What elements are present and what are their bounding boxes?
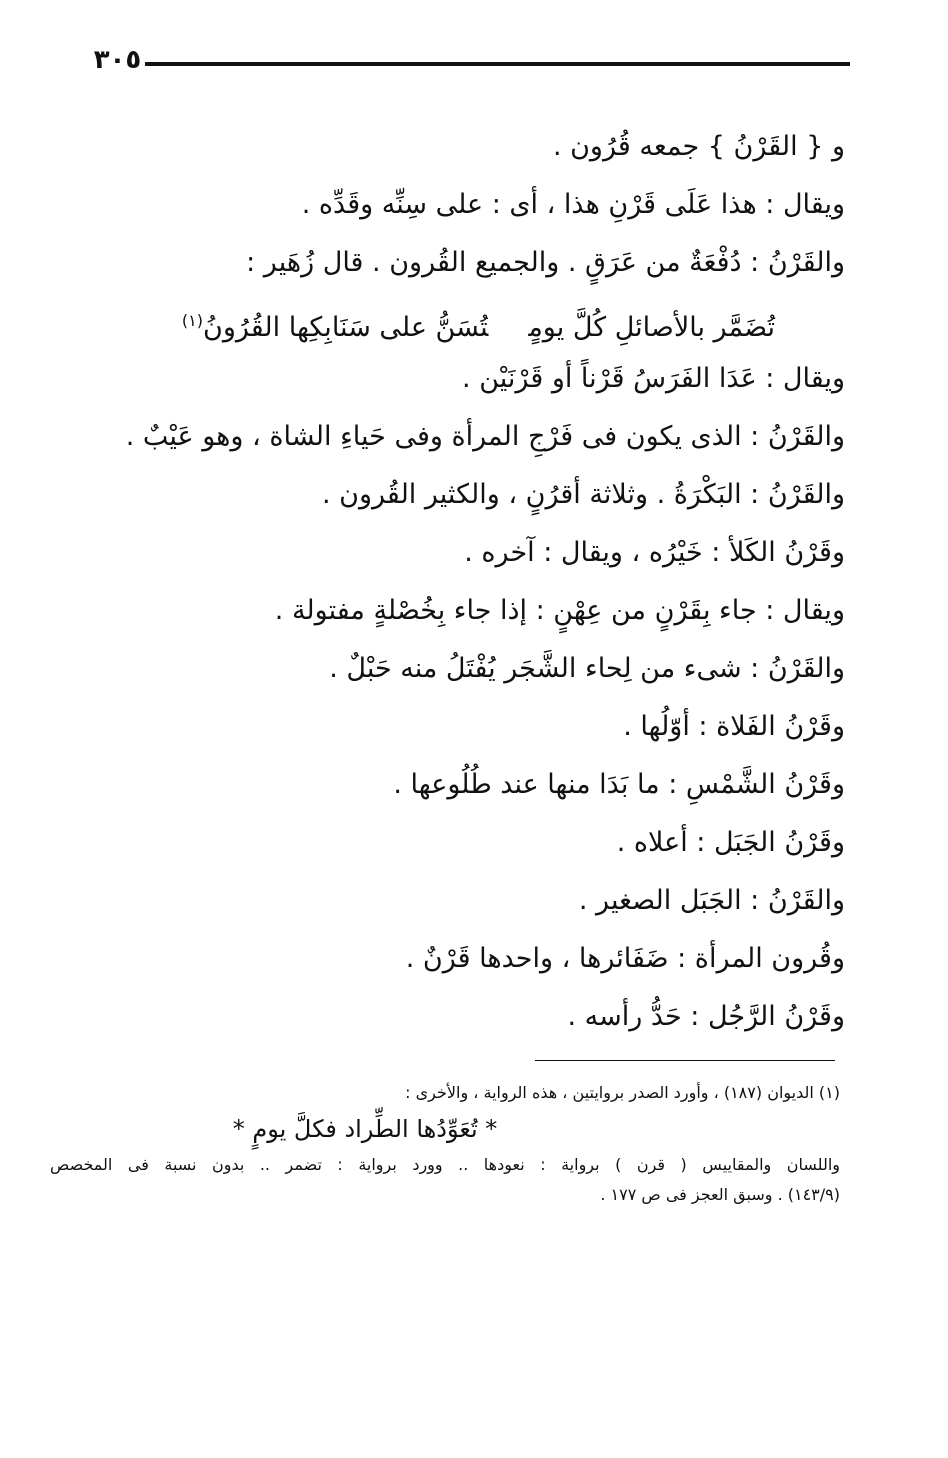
footnote-line: (١) الديوان (١٨٧) ، وأورد الصدر بروايتين ، هذه الرواية ، والأخرى : [405, 1083, 840, 1102]
text-line: ويقال : جاء بِقَرْنٍ من عِهْنٍ : إذا جاء بِخُصْلةٍ مفتولة . [274, 595, 845, 626]
text-line: والقَرْنُ : شىء من لِحاء الشَّجَر يُفْتَلُ منه حَبْلٌ . [329, 653, 845, 684]
verse-first-hemistich: تُضَمَّر بالأصائلِ كُلَّ يومٍ [528, 312, 775, 343]
text-line: ويقال : عَدَا الفَرَسُ قَرْناً أو قَرْنَيْن . [462, 363, 845, 394]
verse-second-hemistich: تُسَنُّ على سَنَابِكِها القُرُونُ [202, 312, 489, 343]
text-line: وقَرْنُ الجَبَل : أعلاه . [616, 827, 845, 858]
text-line: ويقال : هذا عَلَى قَرْنِ هذا ، أى : على سِنِّه وقَدِّه . [301, 189, 845, 220]
footnote-line: واللسان والمقاييس ( قرن ) برواية : نعودها .. وورد برواية : تضمر .. بدون نسبة فى المخصص [50, 1155, 840, 1174]
text-line: والقَرْنُ : الذى يكون فى فَرْجِ المرأة وفى حَياءِ الشاة ، وهو عَيْبٌ . [125, 421, 845, 452]
text-line: وقَرْنُ الكَلأ : خَيْرُه ، ويقال : آخره . [464, 537, 845, 568]
text-line: وقُرون المرأة : ضَفَائرها ، واحدها قَرْنٌ . [405, 943, 845, 974]
text-line: والقَرْنُ : دُفْعَةٌ من عَرَقٍ . والجميع القُرون . قال زُهَير : [246, 247, 845, 278]
footnote-quote: * تُعَوِّدُها الطِّراد فكلَّ يومٍ * [232, 1115, 498, 1143]
verse-line [100, 292, 845, 350]
text-line: وقَرْنُ الشَّمْسِ : ما بَدَا منها عند طُلُوعها . [393, 769, 845, 800]
footnote-line: (١٤٣/٩) . وسبق العجز فى ص ١٧٧ . [600, 1185, 840, 1204]
footnote-mark: (١) [181, 311, 203, 330]
text-line: والقَرْنُ : البَكْرَةُ . وثلاثة أقرُنٍ ، والكثير القُرون . [321, 479, 845, 510]
body-text [100, 118, 845, 1046]
text-line: وقَرْنُ الفَلاة : أوّلُها . [623, 711, 845, 742]
text-line: وقَرْنُ الرَّجُل : حَدُّ رأسه . [567, 1001, 845, 1032]
header-rule [145, 62, 850, 66]
footnotes [50, 1078, 840, 1210]
text-line: والقَرْنُ : الجَبَل الصغير . [578, 885, 845, 916]
text-line: و { القَرْنُ } جمعه قُرُون . [552, 131, 845, 162]
footnote-rule [535, 1060, 835, 1061]
page-number: ٣٠٥ [93, 45, 142, 75]
